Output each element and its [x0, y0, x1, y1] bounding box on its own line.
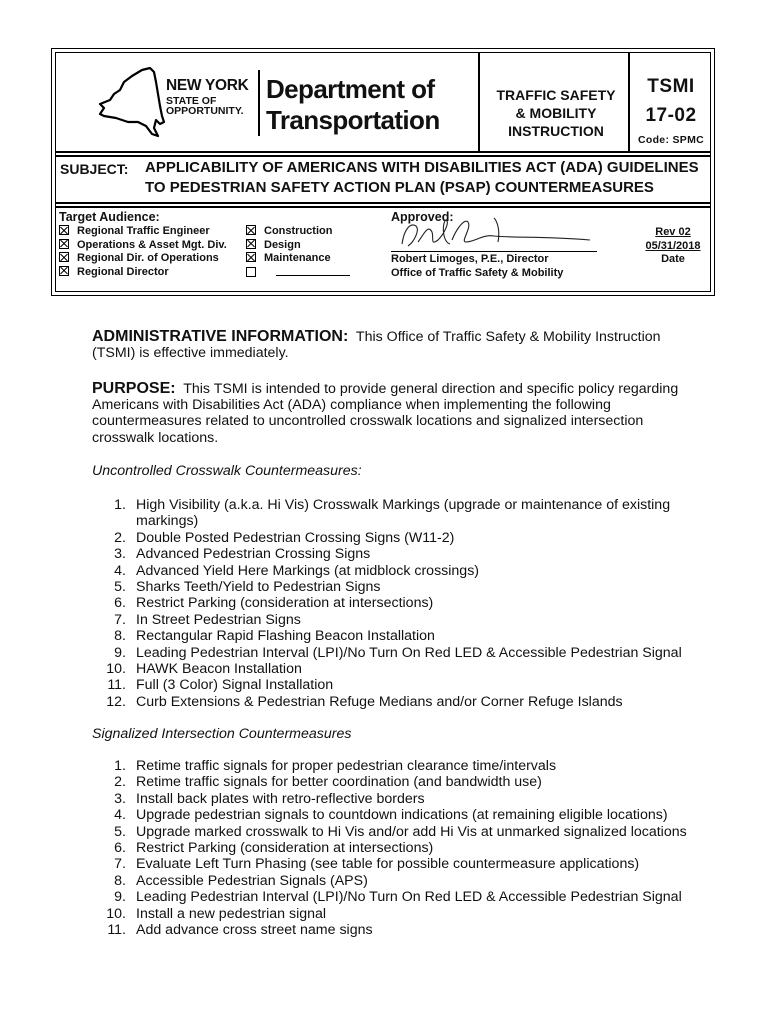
list-item: [92, 628, 682, 644]
list-item-text: Install back plates with retro-reflective borders: [136, 790, 425, 807]
dept-name: [266, 74, 440, 136]
subject-label: SUBJECT:: [60, 161, 129, 177]
list-number: 12.: [106, 693, 126, 710]
logo-separator: [258, 70, 260, 136]
divider: [55, 202, 711, 204]
audience-label: Regional Traffic Engineer: [77, 225, 210, 237]
list-number: 2.: [114, 529, 126, 546]
list-item: [92, 906, 687, 922]
blank-fill-line: [276, 266, 350, 276]
list-number: 6.: [114, 595, 126, 612]
purpose-section: [92, 381, 692, 446]
revision: Rev 02: [655, 226, 691, 238]
purpose-text: This TSMI is intended to provide general direction and specific policy regarding: [183, 381, 679, 397]
list-item: [92, 595, 682, 611]
purpose-text: countermeasures related to uncontrolled crosswalk locations and signalized intersection: [92, 413, 644, 430]
admin-text: This Office of Traffic Safety & Mobility Instruction: [355, 329, 661, 345]
list-item: [92, 922, 687, 938]
divider: [55, 155, 711, 157]
target-audience-col2: [246, 225, 350, 280]
instruction-type: [480, 86, 632, 140]
audience-item: [246, 225, 350, 239]
list-item-text: Accessible Pedestrian Signals (APS): [136, 872, 368, 889]
ny-wordmark-line2: STATE OF: [166, 94, 217, 107]
list-item: [92, 661, 682, 677]
dept-name-line2: Transportation: [266, 105, 440, 135]
audience-item: [246, 266, 350, 281]
approver-block: [391, 252, 563, 280]
checkbox-checked-icon: [59, 225, 69, 235]
list-item: [92, 758, 687, 774]
signalized-list: [92, 758, 687, 938]
list-item: [92, 497, 682, 530]
dept-name-line1: Department of: [266, 74, 435, 104]
approved-title: Approved:: [391, 210, 454, 224]
audience-item: [246, 252, 350, 266]
signalized-heading: Signalized Intersection Countermeasures: [92, 726, 352, 742]
purpose-text: Americans with Disabilities Act (ADA) compliance when implementing the following: [92, 397, 611, 414]
list-number: 2.: [114, 774, 126, 791]
list-number: 4.: [114, 562, 126, 579]
audience-label: Maintenance: [264, 252, 331, 265]
list-item-text: Double Posted Pedestrian Crossing Signs (W11-2): [136, 529, 455, 546]
doc-label: TSMI: [647, 76, 695, 97]
list-number: 3.: [114, 546, 126, 563]
audience-label: Regional Dir. of Operations: [77, 252, 219, 265]
list-item-text: Leading Pedestrian Interval (LPI)/No Turn On Red LED & Accessible Pedestrian Signal: [136, 644, 682, 661]
instruction-type-line: TRAFFIC SAFETY: [496, 87, 616, 103]
list-item: [92, 677, 682, 693]
list-number: 8.: [114, 628, 126, 645]
checkbox-empty-icon: [246, 267, 256, 277]
list-number: 9.: [114, 889, 126, 906]
instruction-type-line: & MOBILITY: [515, 105, 597, 121]
list-item-text: Advanced Pedestrian Crossing Signs: [136, 546, 371, 563]
list-item: [92, 873, 687, 889]
list-item-text: Install a new pedestrian signal: [136, 905, 327, 922]
instruction-type-line: INSTRUCTION: [508, 123, 604, 139]
subject-line2: TO PEDESTRIAN SAFETY ACTION PLAN (PSAP) COUNTERMEASURES: [145, 179, 654, 196]
list-number: 7.: [114, 611, 126, 628]
audience-item: [59, 239, 227, 253]
admin-heading: ADMINISTRATIVE INFORMATION:: [92, 328, 349, 345]
doc-number: 17-02: [645, 105, 697, 126]
list-item-text: Advanced Yield Here Markings (at midblock crossings): [136, 562, 480, 579]
audience-item: [246, 239, 350, 253]
list-number: 5.: [114, 579, 126, 596]
list-number: 5.: [114, 823, 126, 840]
list-item-text: Restrict Parking (consideration at intersections): [136, 595, 434, 612]
list-number: 1.: [114, 497, 126, 513]
list-item-text: Retime traffic signals for proper pedestrian clearance time/intervals: [136, 758, 557, 774]
list-number: 4.: [114, 807, 126, 824]
list-item-text: Curb Extensions & Pedestrian Refuge Medians and/or Corner Refuge Islands: [136, 693, 623, 710]
list-item-text: Retime traffic signals for better coordination (and bandwidth use): [136, 774, 542, 791]
target-audience-col1: [59, 225, 227, 279]
list-item: [92, 612, 682, 628]
checkbox-checked-icon: [59, 239, 69, 249]
list-number: 6.: [114, 840, 126, 857]
admin-info-section: [92, 329, 692, 361]
subject-text: [145, 158, 713, 198]
subject-line1: APPLICABILITY OF AMERICANS WITH DISABILITIES ACT (ADA) GUIDELINES: [145, 159, 699, 176]
admin-text: (TSMI) is effective immediately.: [92, 345, 289, 362]
list-item-text: Restrict Parking (consideration at intersections): [136, 840, 434, 857]
list-item-text: markings): [136, 513, 199, 530]
nysdot-logo: [98, 66, 443, 142]
divider: [55, 206, 711, 208]
purpose-heading: PURPOSE:: [92, 380, 176, 397]
audience-item: [59, 266, 227, 280]
document-id: [628, 76, 714, 146]
date-label: Date: [661, 253, 685, 266]
list-number: 10.: [106, 661, 126, 678]
list-item: [92, 645, 682, 661]
list-number: 10.: [106, 905, 126, 922]
list-item-text: Full (3 Color) Signal Installation: [136, 677, 334, 694]
list-item-text: Sharks Teeth/Yield to Pedestrian Signs: [136, 579, 381, 596]
audience-label: Construction: [264, 225, 333, 237]
divider: [55, 151, 711, 153]
list-number: 8.: [114, 872, 126, 889]
list-number: 7.: [114, 856, 126, 873]
list-item-text: Upgrade pedestrian signals to countdown indications (at remaining eligible locations): [136, 807, 668, 824]
audience-item: [59, 225, 227, 239]
checkbox-checked-icon: [59, 266, 69, 276]
audience-label: Design: [264, 238, 301, 251]
uncontrolled-list: [92, 497, 682, 710]
checkbox-checked-icon: [246, 252, 256, 262]
checkbox-checked-icon: [246, 225, 256, 235]
list-item: [92, 563, 682, 579]
list-item-text: High Visibility (a.k.a. Hi Vis) Crosswalk Markings (upgrade or maintenance of existing: [136, 497, 671, 513]
list-item-text: Add advance cross street name signs: [136, 922, 373, 939]
list-item: [92, 791, 687, 807]
list-item: [92, 824, 687, 840]
list-item: [92, 546, 682, 562]
purpose-text: crosswalk locations.: [92, 429, 219, 446]
list-item: [92, 774, 687, 790]
audience-label: Regional Director: [77, 265, 169, 278]
signature-icon: [394, 212, 594, 252]
list-item: [92, 807, 687, 823]
list-item: [92, 856, 687, 872]
checkbox-checked-icon: [59, 252, 69, 262]
list-item-text: In Street Pedestrian Signs: [136, 611, 301, 628]
revision-date: 05/31/2018: [645, 239, 701, 252]
list-number: 11.: [107, 677, 126, 694]
ny-state-outline-icon: [98, 66, 168, 142]
doc-code: Code: SPMC: [638, 134, 704, 146]
approver-name: Robert Limoges, P.E., Director: [391, 253, 549, 265]
audience-label: Operations & Asset Mgt. Div.: [77, 238, 227, 251]
ny-wordmark-line3: OPPORTUNITY.: [166, 105, 244, 117]
list-number: 1.: [114, 758, 126, 774]
list-item: [92, 694, 682, 710]
approver-office: Office of Traffic Safety & Mobility: [391, 267, 564, 279]
list-item-text: Upgrade marked crosswalk to Hi Vis and/or add Hi Vis at unmarked signalized locations: [136, 823, 687, 840]
list-item: [92, 889, 687, 905]
ny-wordmark: [166, 78, 249, 117]
uncontrolled-heading: Uncontrolled Crosswalk Countermeasures:: [92, 463, 362, 479]
checkbox-checked-icon: [246, 239, 256, 249]
list-item-text: Evaluate Left Turn Phasing (see table for possible countermeasure applications): [136, 856, 640, 873]
list-number: 11.: [107, 922, 126, 939]
list-item-text: Leading Pedestrian Interval (LPI)/No Turn On Red LED & Accessible Pedestrian Signal: [136, 889, 682, 906]
list-item-text: HAWK Beacon Installation: [136, 661, 302, 678]
list-item: [92, 579, 682, 595]
list-item: [92, 840, 687, 856]
revision-block: [630, 226, 716, 267]
list-item: [92, 530, 682, 546]
target-audience-title: Target Audience:: [59, 210, 160, 224]
list-number: 3.: [114, 790, 126, 807]
audience-item: [59, 252, 227, 266]
ny-wordmark-line1: NEW YORK: [166, 77, 249, 94]
list-number: 9.: [114, 644, 126, 661]
list-item-text: Rectangular Rapid Flashing Beacon Installation: [136, 628, 435, 645]
